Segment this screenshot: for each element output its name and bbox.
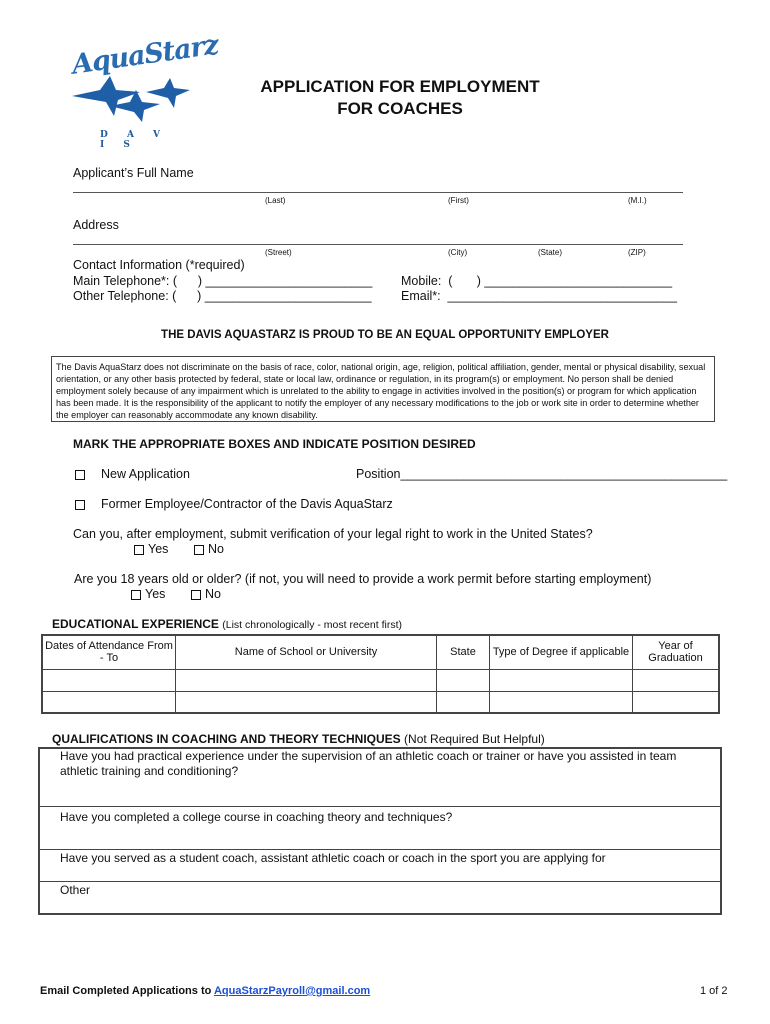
table-cell[interactable] — [176, 691, 437, 713]
contact-heading: Contact Information (*required) — [73, 258, 245, 272]
eeo-heading: THE DAVIS AQUASTARZ IS PROUD TO BE AN EQUAL OPPORTUNITY EMPLOYER — [161, 329, 609, 341]
email-field[interactable]: Email*: _________________________________ — [401, 289, 677, 303]
address-label: Address — [73, 218, 119, 232]
first-caption: (First) — [448, 196, 469, 205]
position-heading: MARK THE APPROPRIATE BOXES AND INDICATE POSITION DESIRED — [73, 437, 476, 451]
checkbox-icon[interactable] — [194, 545, 204, 555]
age-no-option[interactable] — [191, 587, 221, 601]
logo-subtext: D A V I S — [100, 130, 169, 150]
former-employee-label: Former Employee/Contractor of the Davis AquaStarz — [101, 497, 393, 511]
logo — [70, 29, 220, 150]
applicant-name-field[interactable] — [73, 192, 683, 193]
qualifications-heading-row — [52, 732, 545, 746]
eeo-statement: The Davis AquaStarz does not discriminate on the basis of race, color, national origin, age, religion, political affiliation, gender, mental or physical disability, sexual orientation, or any other basis protected by federal, state or local law, ordinance or regulation, in its program(s) or employment. No person shall be denied employment solely because of any impairment which is unrelated to the ability to engage in activities involved in the position(s) or program for which application has been made. It is the responsibility of the applicant to notify the employer of any necessary modifications to the job or work site in order to determine whether the employer can reasonably accommodate any known disability. — [51, 356, 715, 422]
logo-text: AquaStarz — [70, 29, 220, 81]
position-desired-field[interactable]: Position_______________________________________________ — [356, 467, 728, 481]
qualification-q2-field[interactable] — [40, 808, 720, 850]
qualification-q1: Have you had practical experience under the supervision of an athletic coach or trainer or have you assisted in team athletic training and conditioning? — [60, 749, 677, 778]
qualifications-note: (Not Required But Helpful) — [404, 732, 545, 746]
city-caption: (City) — [448, 248, 468, 257]
table-cell[interactable] — [42, 669, 176, 691]
checkbox-icon[interactable] — [134, 545, 144, 555]
qualification-other-field[interactable] — [40, 883, 720, 913]
qualification-q1-field[interactable] — [40, 749, 720, 807]
applicant-name-label: Applicant’s Full Name — [73, 166, 194, 180]
table-cell[interactable] — [633, 691, 720, 713]
table-cell[interactable] — [490, 691, 633, 713]
footer — [40, 985, 370, 997]
table-cell[interactable] — [176, 669, 437, 691]
column-header: Type of Degree if applicable — [490, 635, 633, 669]
last-caption: (Last) — [265, 196, 286, 205]
column-header: State — [437, 635, 490, 669]
column-header: Dates of Attendance From - To — [42, 635, 176, 669]
education-note: (List chronologically - most recent first) — [222, 619, 402, 631]
education-table — [41, 634, 720, 714]
checkbox-icon[interactable] — [191, 590, 201, 600]
page-number: 1 of 2 — [700, 985, 728, 997]
table-row[interactable] — [42, 669, 719, 691]
work-authorization-question: Can you, after employment, submit verification of your legal right to work in the United States? — [73, 527, 593, 541]
former-employee-option[interactable] — [75, 497, 393, 511]
email-link[interactable]: AquaStarzPayroll@gmail.com — [213, 985, 371, 997]
no-label: No — [205, 587, 221, 601]
page-title — [230, 76, 570, 120]
footer-text: Email Completed Applications to — [40, 985, 214, 997]
street-caption: (Street) — [265, 248, 292, 257]
stars-icon — [70, 76, 190, 128]
mi-caption: (M.I.) — [628, 196, 647, 205]
education-heading-row — [52, 617, 402, 631]
qualifications-heading: QUALIFICATIONS IN COACHING AND THEORY TECHNIQUES — [52, 732, 401, 746]
table-cell[interactable] — [633, 669, 720, 691]
other-telephone-field[interactable]: Other Telephone: ( ) ________________________ — [73, 289, 372, 303]
table-cell[interactable] — [437, 691, 490, 713]
education-heading: EDUCATIONAL EXPERIENCE — [52, 617, 219, 631]
yes-label: Yes — [145, 587, 166, 601]
mobile-field[interactable]: Mobile: ( ) ___________________________ — [401, 274, 673, 288]
no-label: No — [208, 542, 224, 556]
column-header: Name of School or University — [176, 635, 437, 669]
qualification-q3: Have you served as a student coach, assistant athletic coach or coach in the sport you are applying for — [60, 851, 606, 865]
state-caption: (State) — [538, 248, 563, 257]
work-yes-option[interactable] — [134, 542, 168, 556]
checkbox-icon[interactable] — [75, 500, 85, 510]
new-application-label: New Application — [101, 467, 190, 481]
address-field[interactable] — [73, 244, 683, 245]
table-cell[interactable] — [437, 669, 490, 691]
zip-caption: (ZIP) — [628, 248, 646, 257]
checkbox-icon[interactable] — [75, 470, 85, 480]
title-line-2: FOR COACHES — [337, 99, 463, 118]
qualification-q2: Have you completed a college course in coaching theory and techniques? — [60, 810, 453, 824]
title-line-1: APPLICATION FOR EMPLOYMENT — [260, 77, 540, 96]
main-telephone-field[interactable]: Main Telephone*: ( ) ________________________ — [73, 274, 373, 288]
qualifications-box — [38, 747, 722, 915]
table-cell[interactable] — [42, 691, 176, 713]
age-yes-option[interactable] — [131, 587, 165, 601]
new-application-option[interactable] — [75, 467, 190, 481]
qualification-q3-field[interactable] — [40, 851, 720, 882]
table-row[interactable] — [42, 691, 719, 713]
yes-label: Yes — [148, 542, 169, 556]
table-header-row — [42, 635, 719, 669]
table-cell[interactable] — [490, 669, 633, 691]
qualification-other: Other — [60, 883, 91, 897]
work-no-option[interactable] — [194, 542, 224, 556]
column-header: Year of Graduation — [633, 635, 720, 669]
age-question: Are you 18 years old or older? (if not, you will need to provide a work permit before starting employment) — [74, 572, 652, 586]
checkbox-icon[interactable] — [131, 590, 141, 600]
